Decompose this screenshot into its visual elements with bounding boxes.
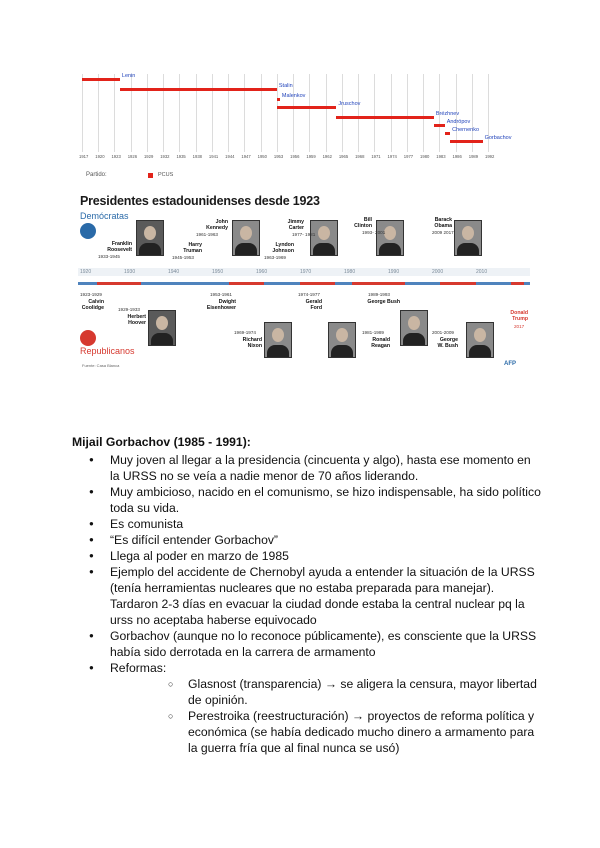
timeline-gridline (179, 74, 180, 152)
timeline-gridline (293, 74, 294, 152)
president-name: Harry Truman (183, 242, 202, 254)
note-item: ● Llega al poder en marzo de 1985 (72, 548, 542, 564)
timeline-gridline (342, 74, 343, 152)
president-name: George W. Bush (437, 337, 458, 349)
portrait-face (336, 328, 348, 342)
us-presidents-infographic (78, 190, 530, 370)
timeline-tick-label: 1917 (79, 154, 89, 159)
portrait-suit (139, 243, 161, 256)
portrait-face (462, 226, 474, 240)
republican-term-segment (300, 282, 335, 285)
timeline-tick-label: 1923 (111, 154, 121, 159)
portrait-suit (151, 333, 173, 346)
president-name: George Bush (367, 299, 400, 305)
timeline-tick-label: 1980 (420, 154, 430, 159)
source-credit: Fuente: Casa Blanca (82, 363, 120, 368)
president-term: 1977- 1981 (292, 232, 316, 237)
legend-label: Partido: (86, 172, 107, 178)
president-portrait (264, 322, 292, 358)
timeline-gridline (163, 74, 164, 152)
decade-label: 1930 (124, 269, 136, 275)
timeline-gridline (196, 74, 197, 152)
timeline-tick-label: 1941 (208, 154, 219, 159)
timeline-gridline (244, 74, 245, 152)
leader-bar (277, 106, 337, 109)
leader-bar (450, 140, 482, 143)
legend-swatch (148, 173, 153, 178)
timeline-tick-label: 1932 (160, 154, 170, 159)
portrait-face (318, 226, 330, 240)
timeline-gridline (277, 74, 278, 152)
timeline-gridline (407, 74, 408, 152)
timeline-gridline (358, 74, 359, 152)
timeline-gridline (423, 74, 424, 152)
president-term: 1953-1961 (210, 292, 232, 297)
afp-logo: AFP (504, 361, 516, 367)
timeline-tick-label: 1953 (273, 154, 284, 159)
president-term: 1993- 2001 (362, 230, 386, 235)
portrait-face (144, 226, 156, 240)
timeline-tick-label: 1938 (192, 154, 202, 159)
reforms-list (110, 676, 542, 756)
timeline-gridline (228, 74, 229, 152)
soviet-leaders-timeline (78, 70, 512, 185)
decade-label: 1960 (256, 269, 268, 275)
president-portrait (466, 322, 494, 358)
president-term: 1974-1977 (298, 292, 320, 297)
republican-term-segment (511, 282, 524, 285)
timeline-tick-label: 1983 (436, 154, 446, 159)
note-item: ● Muy joven al llegar a la presidencia (cincuenta y algo), hasta ese momento en la URSS no se veía a nadie menor de 70 años liderando. (72, 452, 542, 484)
reform-item: ○ Glasnost (transparencia) → se aligera la censura, mayor libertad de opinión. (110, 676, 542, 708)
timeline-tick-label: 1968 (355, 154, 365, 159)
timeline-tick-label: 1929 (143, 154, 154, 159)
president-portrait (136, 220, 164, 256)
decade-label: 1990 (388, 269, 400, 275)
leader-bar (445, 132, 450, 135)
timeline-gridline (309, 74, 310, 152)
president-name: Richard Nixon (242, 337, 262, 349)
timeline-tick-label: 1956 (290, 154, 300, 159)
timeline-tick-label: 1950 (257, 154, 267, 159)
president-term: 1989-1993 (368, 292, 390, 297)
president-portrait (454, 220, 482, 256)
timeline-gridline (131, 74, 132, 152)
leader-bar (336, 116, 433, 119)
notes-heading: Mijail Gorbachov (1985 - 1991): (72, 435, 251, 449)
president-term: 1961-1963 (196, 232, 218, 237)
leader-bar (82, 78, 120, 81)
infographic-title: Presidentes estadounidenses desde 1923 (80, 194, 320, 208)
republican-term-segment (97, 282, 141, 285)
note-item: ● Ejemplo del accidente de Chernobyl ayuda a entender la situación de la URSS (tenía herramientas nucleares que no estaba preparada para manejar). Tardaron 2-3 días en evacuar la ciudad donde estaba la central nuclear pq la urss no aceptaba haberse equivocado (72, 564, 542, 628)
elephant-icon (80, 330, 96, 346)
timeline-gridline (82, 74, 83, 152)
president-term: 2017 (514, 324, 525, 329)
timeline-gridline (391, 74, 392, 152)
timeline-tick-label: 1944 (225, 154, 235, 159)
portrait-suit (457, 243, 479, 256)
portrait-suit (313, 243, 335, 256)
timeline-tick-label: 1962 (322, 154, 332, 159)
leader-name: Lenin (121, 73, 136, 79)
timeline-tick-label: 1926 (127, 154, 138, 159)
president-name: Dwight Eisenhower (206, 299, 236, 311)
president-name: Calvin Coolidge (81, 299, 104, 311)
republicans-label: Republicanos (80, 346, 135, 356)
president-term: 1969-1974 (234, 330, 256, 335)
note-item (72, 660, 542, 756)
president-name: John Kennedy (206, 219, 228, 231)
portrait-face (272, 328, 284, 342)
president-term: 1945-1953 (172, 255, 194, 260)
leader-name: Gorbachov (484, 135, 512, 141)
decade-label: 1940 (168, 269, 180, 275)
reform-item: ○ Perestroika (reestructuración) → proyectos de reforma política y económica (se había dedicado mucho dinero a armamento para la guerra fría que al final nunca se usó) (110, 708, 542, 756)
president-name: Franklin Roosevelt (107, 241, 132, 253)
leader-name: Brézhnev (435, 111, 460, 117)
president-portrait (232, 220, 260, 256)
decade-label: 1970 (300, 269, 312, 275)
leader-bar (434, 124, 445, 127)
president-portrait (148, 310, 176, 346)
portrait-suit (469, 345, 491, 358)
note-item: ● Es comunista (72, 516, 542, 532)
leader-bar (277, 98, 280, 101)
president-term: 1963-1969 (264, 255, 286, 260)
president-portrait (310, 220, 338, 256)
president-name: Lyndon Johnson (272, 242, 294, 254)
legend-party: PCUS (158, 172, 174, 178)
portrait-face (240, 226, 252, 240)
timeline-gridline (326, 74, 327, 152)
president-name: Gerald Ford (305, 299, 322, 311)
timeline-gridline (147, 74, 148, 152)
republican-term-segment (440, 282, 475, 285)
portrait-suit (379, 243, 401, 256)
timeline-tick-label: 1974 (387, 154, 397, 159)
timeline-gridline (261, 74, 262, 152)
leader-bar (120, 88, 277, 91)
timeline-tick-label: 1977 (403, 154, 414, 159)
president-term: 2009 2017 (432, 230, 454, 235)
portrait-suit (267, 345, 289, 358)
portrait-suit (235, 243, 257, 256)
president-term: 1933-1945 (98, 254, 120, 259)
portrait-suit (331, 345, 353, 358)
timeline-tick-label: 1947 (241, 154, 251, 159)
president-term: 1981-1989 (362, 330, 384, 335)
president-term: 1923-1929 (80, 292, 102, 297)
timeline-gridline (98, 74, 99, 152)
republican-term-segment (229, 282, 264, 285)
timeline-tick-label: 1959 (306, 154, 316, 159)
president-name: Barack Obama (434, 217, 452, 229)
decade-label: 1920 (80, 269, 92, 275)
decade-label: 2010 (476, 269, 488, 275)
timeline-gridline (212, 74, 213, 152)
democrats-label: Demócratas (80, 211, 129, 221)
decade-label: 2000 (432, 269, 444, 275)
president-name: Jimmy Carter (287, 219, 304, 231)
timeline-gridline (114, 74, 115, 152)
president-term: 2001-2009 (432, 330, 454, 335)
president-term: 1929-1933 (118, 307, 140, 312)
president-name: Herbert Hoover (127, 314, 146, 326)
decade-label: 1950 (212, 269, 224, 275)
timeline-gridline (374, 74, 375, 152)
reforms-label: Reformas: (110, 661, 167, 675)
portrait-suit (403, 333, 425, 346)
president-portrait (400, 310, 428, 346)
leader-name: Malenkov (281, 93, 306, 99)
timeline-tick-label: 1992 (485, 154, 495, 159)
gorbachov-notes (72, 434, 542, 756)
leader-name: Stalin (278, 83, 293, 89)
timeline-tick-label: 1965 (338, 154, 349, 159)
notes-list (72, 452, 542, 756)
note-item: ● Gorbachov (aunque no lo reconoce públicamente), es consciente que la URSS había sido derrotada en la carrera de armamento (72, 628, 542, 660)
president-portrait (376, 220, 404, 256)
president-name: Bill Clinton (354, 217, 372, 229)
note-item: ● Muy ambicioso, nacido en el comunismo, se hizo indispensable, ha sido político toda su vida. (72, 484, 542, 516)
president-name: Donald Trump (510, 310, 528, 322)
timeline-tick-label: 1935 (176, 154, 186, 159)
leader-name: Andrópov (446, 119, 471, 125)
portrait-face (408, 316, 420, 330)
note-item: ● “Es difícil entender Gorbachov” (72, 532, 542, 548)
leader-name: Chernenko (452, 127, 480, 133)
timeline-tick-label: 1986 (452, 154, 462, 159)
donkey-icon (80, 223, 96, 239)
portrait-face (384, 226, 396, 240)
republican-term-segment (352, 282, 405, 285)
president-portrait (328, 322, 356, 358)
portrait-face (474, 328, 486, 342)
timeline-tick-label: 1971 (371, 154, 381, 159)
portrait-face (156, 316, 168, 330)
leader-name: Jruschov (338, 101, 361, 107)
decade-label: 1980 (344, 269, 356, 275)
timeline-tick-label: 1989 (468, 154, 479, 159)
timeline-tick-label: 1920 (95, 154, 105, 159)
president-name: Ronald Reagan (371, 337, 390, 349)
